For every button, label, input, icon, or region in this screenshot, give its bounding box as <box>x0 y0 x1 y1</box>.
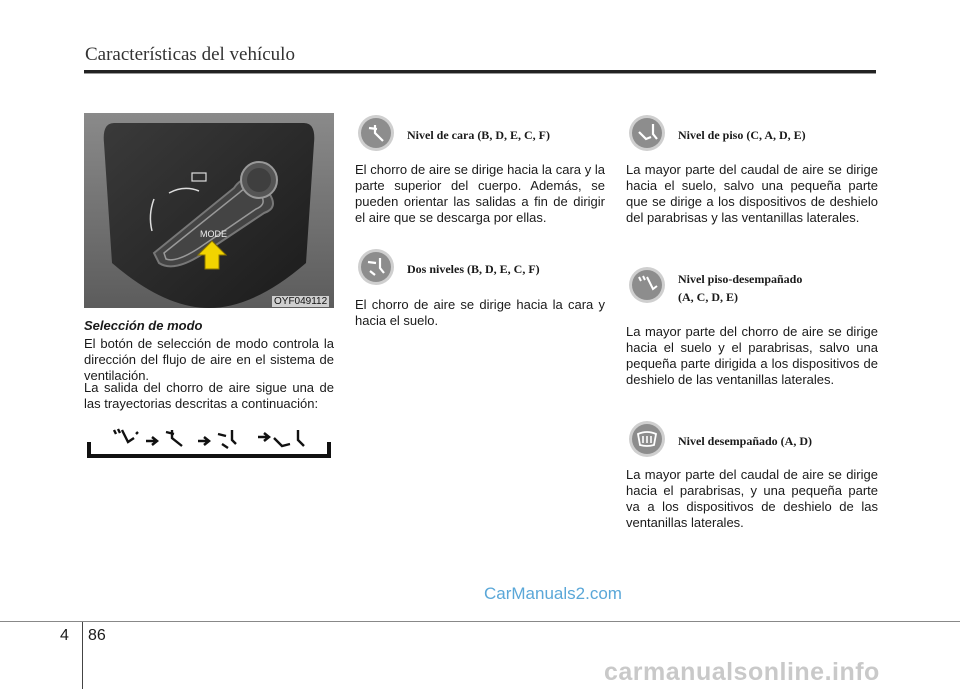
floor-level-icon <box>628 114 666 152</box>
footer-section-number: 4 <box>60 627 69 644</box>
mode-title-floor-defrost-2: (A, C, D, E) <box>678 290 738 304</box>
mode-button-photo <box>84 113 334 308</box>
face-level-icon <box>357 114 395 152</box>
mode-title-defrost: Nivel desempañado (A, D) <box>678 434 812 448</box>
intro-paragraph-2: La salida del chorro de aire sigue una de las trayectorias descritas a continuación: <box>84 380 334 411</box>
watermark-carmanuals2: CarManuals2.com <box>484 584 622 603</box>
mode-text-floor: La mayor parte del caudal de aire se dirige hacia el suelo, salvo una pequeña parte que se dirige a los dispositivos de deshielo del parabrisas y las ventanillas laterales. <box>626 162 878 225</box>
floor-defrost-icon <box>628 266 666 304</box>
mode-sequence-diagram <box>86 424 332 460</box>
watermark-carmanualsonline: carmanualsonline.info <box>604 658 880 686</box>
footer-divider <box>82 622 83 689</box>
seq-floor-defrost-icon <box>114 429 138 442</box>
mode-text-face: El chorro de aire se dirige hacia la cara y la parte superior del cuerpo. Además, se pueden orientar las salidas a fin de dirigir el aire que se descarga por ellas. <box>355 162 605 225</box>
seq-bi-level-icon <box>218 430 236 448</box>
seq-arrow-icon <box>258 433 269 441</box>
intro-paragraph: El botón de selección de modo controla la dirección del flujo de aire en el sistema de ventilación. <box>84 336 334 383</box>
seq-floor-icon <box>274 430 304 446</box>
mode-title-face: Nivel de cara (B, D, E, C, F) <box>407 128 550 142</box>
footer-rule <box>0 621 960 622</box>
seq-arrow-icon <box>198 437 209 445</box>
seq-arrow-icon <box>146 437 157 445</box>
mode-title-bi-level: Dos niveles (B, D, E, C, F) <box>407 262 540 276</box>
defrost-icon <box>628 420 666 458</box>
mode-title-floor-defrost: Nivel piso-desempañado <box>678 272 803 286</box>
mode-label: MODE <box>200 229 227 239</box>
mode-title-floor: Nivel de piso (C, A, D, E) <box>678 128 806 142</box>
photo-caption: OYF049112 <box>274 296 328 307</box>
bi-level-icon <box>357 248 395 286</box>
mode-text-bi-level: El chorro de aire se dirige hacia la cara y hacia el suelo. <box>355 297 605 328</box>
section-heading: Selección de modo <box>84 318 203 333</box>
header-rule-thin <box>84 73 876 74</box>
footer-page-number: 86 <box>88 627 106 644</box>
mode-text-floor-defrost: La mayor parte del chorro de aire se dirige hacia el suelo y el parabrisas, salvo una pequeña parte dirigida a los dispositivos de deshielo de las ventanillas laterales. <box>626 324 878 387</box>
page-header-title: Características del vehículo <box>85 44 295 65</box>
mode-text-defrost: La mayor parte del caudal de aire se dirige hacia el parabrisas, y una pequeña parte va a los dispositivos de deshielo de las ventanillas laterales. <box>626 467 878 530</box>
seq-face-icon <box>166 430 182 446</box>
